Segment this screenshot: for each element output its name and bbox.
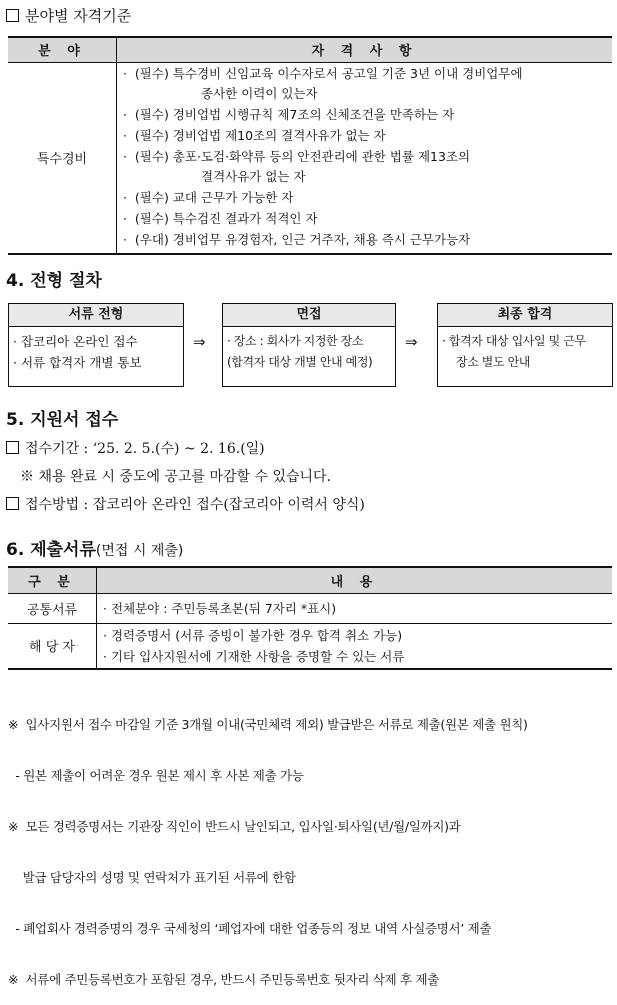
docs-col-category: 구 분 xyxy=(8,567,97,593)
note-line: ※ 서류에 주민등록번호가 포함된 경우, 반드시 주민등록번호 뒷자리 삭제 후 제출 xyxy=(8,972,440,987)
process-step-interview xyxy=(222,303,396,387)
docs-row-content xyxy=(97,623,613,669)
criteria-item: · (필수) 특수검진 결과가 적격인 자 xyxy=(123,211,318,227)
criteria-col-requirements: 자 격 사 항 xyxy=(117,37,613,62)
section-6-title: 6. 제출서류(면접 시 제출) xyxy=(6,540,184,560)
criteria-table xyxy=(8,36,612,255)
method-line: 접수방법 : 잡코리아 온라인 접수(잡코리아 이력서 양식) xyxy=(6,494,365,514)
notes-block xyxy=(8,682,613,1005)
docs-row-line: · 기타 입사지원서에 기재한 사항을 증명할 수 있는 서류 xyxy=(103,648,405,664)
checkbox-square-icon xyxy=(6,497,19,510)
section-4-title: 4. 전형 절차 xyxy=(6,271,102,291)
process-step-title: 최종 합격 xyxy=(438,304,612,327)
docs-row-line: · 경력증명서 (서류 증빙이 불가한 경우 합격 취소 가능) xyxy=(103,627,403,643)
criteria-col-field: 분 야 xyxy=(8,37,117,62)
note-line: ※ 모든 경력증명서는 기관장 직인이 반드시 날인되고, 입사일·퇴사일(년/월/일까지)과 xyxy=(8,819,461,834)
criteria-item: · (필수) 총포·도검·화약류 등의 안전관리에 관한 법률 제13조의 xyxy=(123,148,471,164)
criteria-item-cont: 종사한 이력이 있는자 xyxy=(201,86,318,102)
note-line: - 폐업회사 경력증명의 경우 국세청의 ‘폐업자에 대한 업종등의 정보 내역 사실증명서’ 제출 xyxy=(8,921,492,936)
docs-row-label: 해 당 자 xyxy=(8,623,97,669)
checkbox-square-icon xyxy=(6,9,19,22)
criteria-item: · (필수) 교대 근무가 가능한 자 xyxy=(123,190,294,206)
criteria-field-cell: 특수경비 xyxy=(8,62,117,254)
process-step-line: · 장소 : 회사가 지정한 장소 xyxy=(227,334,364,348)
criteria-item: · (우대) 경비업무 유경험자, 인근 거주자, 채용 즉시 근무가능자 xyxy=(123,231,471,247)
period-line: 접수기간 : ‘25. 2. 5.(수) ~ 2. 16.(일) xyxy=(6,438,265,458)
criteria-heading-text: 분야별 자격기준 xyxy=(25,7,132,25)
process-step-line: (합격자 대상 개별 안내 예정) xyxy=(227,355,373,369)
note-line: ※ 입사지원서 접수 마감일 기준 3개월 이내(국민체력 제외) 발급받은 서류로 제출(원본 제출 원칙) xyxy=(8,717,528,732)
docs-row-content: · 전체분야 : 주민등록초본(뒤 7자리 *표시) xyxy=(97,593,613,623)
docs-col-content: 내 용 xyxy=(97,567,613,593)
criteria-item: · (필수) 특수경비 신임교육 이수자로서 공고일 기준 3년 이내 경비업무에 xyxy=(123,65,523,81)
process-step-title: 면접 xyxy=(223,304,395,327)
note-line: 발급 담당자의 성명 및 연락처가 표기된 서류에 한함 xyxy=(8,870,296,885)
criteria-item-cont: 결격사유가 없는 자 xyxy=(201,169,306,185)
criteria-item: · (필수) 경비업법 제10조의 결격사유가 없는 자 xyxy=(123,127,386,143)
process-step-line: · 합격자 대상 입사일 및 근무 xyxy=(442,334,586,348)
note-line: - 원본 제출이 어려운 경우 원본 제시 후 사본 제출 가능 xyxy=(8,768,304,783)
checkbox-square-icon xyxy=(6,441,19,454)
docs-table xyxy=(8,566,612,670)
criteria-item: · (필수) 경비업법 시행규칙 제7조의 신체조건을 만족하는 자 xyxy=(123,107,455,123)
process-step-line: · 잡코리아 온라인 접수 xyxy=(13,334,138,349)
arrow-icon: ⇒ xyxy=(193,333,206,351)
period-note: ※ 채용 완료 시 중도에 공고를 마감할 수 있습니다. xyxy=(20,469,332,485)
process-step-document xyxy=(8,303,184,387)
process-step-line: 장소 별도 안내 xyxy=(456,355,530,369)
process-step-line: · 서류 합격자 개별 통보 xyxy=(13,355,142,370)
process-step-title: 서류 전형 xyxy=(9,304,183,327)
docs-row-label: 공통서류 xyxy=(8,593,97,623)
section-5-title: 5. 지원서 접수 xyxy=(6,410,119,430)
arrow-icon: ⇒ xyxy=(405,333,418,351)
criteria-items xyxy=(117,62,613,254)
criteria-heading xyxy=(6,5,131,26)
process-step-final xyxy=(437,303,613,387)
